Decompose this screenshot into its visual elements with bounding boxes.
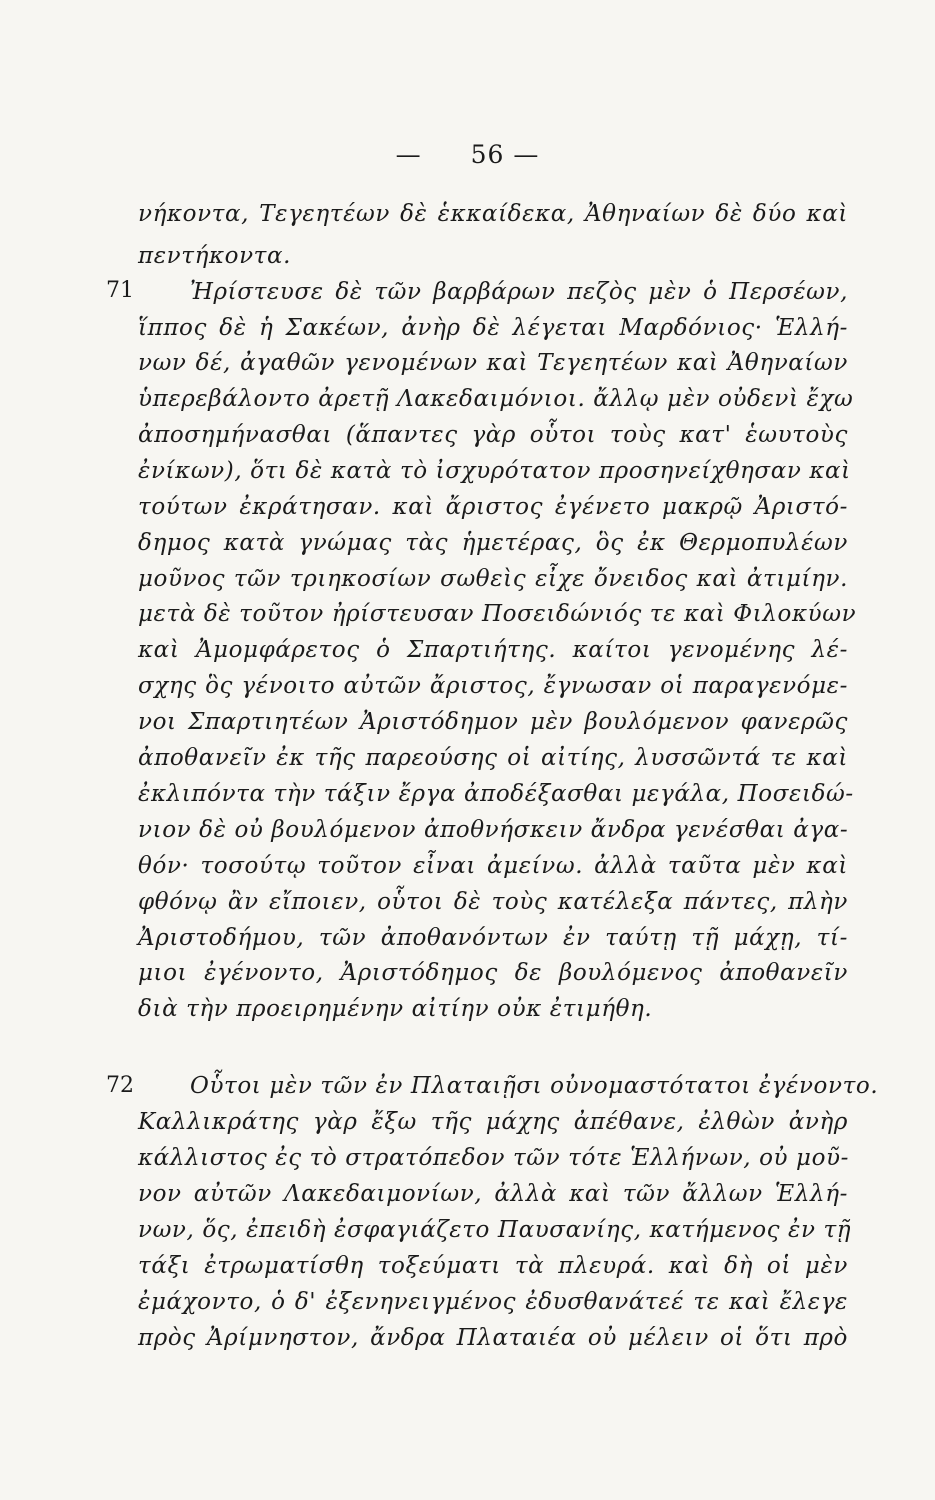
text-line: ἀποσημήνασθαι (ἅπαντες γὰρ οὗτοι τοὺς κατ' ἑωυτοὺς <box>138 422 848 448</box>
page-number: — 56 — <box>395 140 540 169</box>
text-line: μοῦνος τῶν τριηκοσίων σωθεὶς εἶχε ὄνειδος καὶ ἀτιμίην. <box>138 566 848 592</box>
chapter-number-71: 71 <box>106 278 134 303</box>
text-line: ἐκλιπόντα τὴν τάξιν ἔργα ἀποδέξασθαι μεγάλα, Ποσειδώ- <box>138 781 854 807</box>
text-line: θόν· τοσούτῳ τοῦτον εἶναι ἀμείνω. ἀλλὰ ταῦτα μὲν καὶ <box>138 853 848 879</box>
text-line: ὑπερεβάλοντο ἀρετῇ Λακεδαιμόνιοι. ἄλλῳ μὲν οὐδενὶ ἔχω <box>138 386 854 412</box>
text-line: νων, ὅς, ἐπειδὴ ἐσφαγιάζετο Παυσανίης, κατήμενος ἐν τῇ <box>138 1217 852 1243</box>
text-line: νιον δὲ οὐ βουλόμενον ἀποθνήσκειν ἄνδρα γενέσθαι ἀγα- <box>138 817 849 843</box>
text-line: ἵππος δὲ ἡ Σακέων, ἀνὴρ δὲ λέγεται Μαρδόνιος· Ἑλλή- <box>138 315 848 341</box>
text-line: ἐμάχοντο, ὁ δ' ἐξενηνειγμένος ἐδυσθανάτεέ τε καὶ ἔλεγε <box>138 1289 848 1315</box>
text-line: πρὸς Ἀρίμνηστον, ἄνδρα Πλαταιέα οὐ μέλειν οἱ ὅτι πρὸ <box>138 1325 848 1351</box>
text-line: διὰ τὴν προειρημένην αἰτίην οὐκ ἐτιμήθη. <box>138 996 653 1022</box>
text-line: καὶ Ἀμομφάρετος ὁ Σπαρτιήτης. καίτοι γενομένης λέ- <box>138 637 848 663</box>
text-line: μετὰ δὲ τοῦτον ἠρίστευσαν Ποσειδώνιός τε καὶ Φιλοκύων <box>138 601 857 627</box>
text-line: τούτων ἐκράτησαν. καὶ ἄριστος ἐγένετο μακρῷ Ἀριστό- <box>138 494 848 520</box>
text-line: πεντήκοντα. <box>138 243 292 269</box>
text-line: Οὗτοι μὲν τῶν ἐν Πλαταιῇσι οὐνομαστότατοι ἐγένοντο. <box>190 1073 879 1099</box>
text-line: Καλλικράτης γὰρ ἔξω τῆς μάχης ἀπέθανε, ἐλθὼν ἀνὴρ <box>138 1109 848 1135</box>
text-line: σχης ὃς γένοιτο αὐτῶν ἄριστος, ἔγνωσαν οἱ παραγενόμε- <box>138 673 848 699</box>
text-line: νων δέ, ἀγαθῶν γενομένων καὶ Τεγεητέων καὶ Ἀθηναίων <box>138 350 848 376</box>
text-line: νοι Σπαρτιητέων Ἀριστόδημον μὲν βουλόμενον φανερῶς <box>138 709 848 735</box>
text-line: Ἀριστοδήμου, τῶν ἀποθανόντων ἐν ταύτῃ τῇ μάχῃ, τί- <box>138 925 848 951</box>
text-line: νήκοντα, Τεγεητέων δὲ ἑκκαίδεκα, Ἀθηναίων δὲ δύο καὶ <box>138 201 848 227</box>
text-line: φθόνῳ ἂν εἴποιεν, οὗτοι δὲ τοὺς κατέλεξα πάντες, πλὴν <box>138 889 848 915</box>
text-line: Ἠρίστευσε δὲ τῶν βαρβάρων πεζὸς μὲν ὁ Περσέων, <box>190 279 848 305</box>
text-line: ἐνίκων), ὅτι δὲ κατὰ τὸ ἰσχυρότατον προσηνείχθησαν καὶ <box>138 458 851 484</box>
text-line: μιοι ἐγένοντο, Ἀριστόδημος δε βουλόμενος ἀποθανεῖν <box>138 960 848 986</box>
text-line: κάλλιστος ἐς τὸ στρατόπεδον τῶν τότε Ἑλλήνων, οὐ μοῦ- <box>138 1145 849 1171</box>
text-line: τάξι ἐτρωματίσθη τοξεύματι τὰ πλευρά. καὶ δὴ οἱ μὲν <box>138 1253 848 1279</box>
text-line: δημος κατὰ γνώμας τὰς ἡμετέρας, ὃς ἐκ Θερμοπυλέων <box>138 530 848 556</box>
text-line: ἀποθανεῖν ἐκ τῆς παρεούσης οἱ αἰτίης, λυσσῶντά τε καὶ <box>138 745 848 771</box>
chapter-number-72: 72 <box>106 1073 134 1098</box>
page-number-value: 56 <box>470 140 505 169</box>
text-line: νον αὐτῶν Λακεδαιμονίων, ἀλλὰ καὶ τῶν ἄλλων Ἑλλή- <box>138 1181 848 1207</box>
